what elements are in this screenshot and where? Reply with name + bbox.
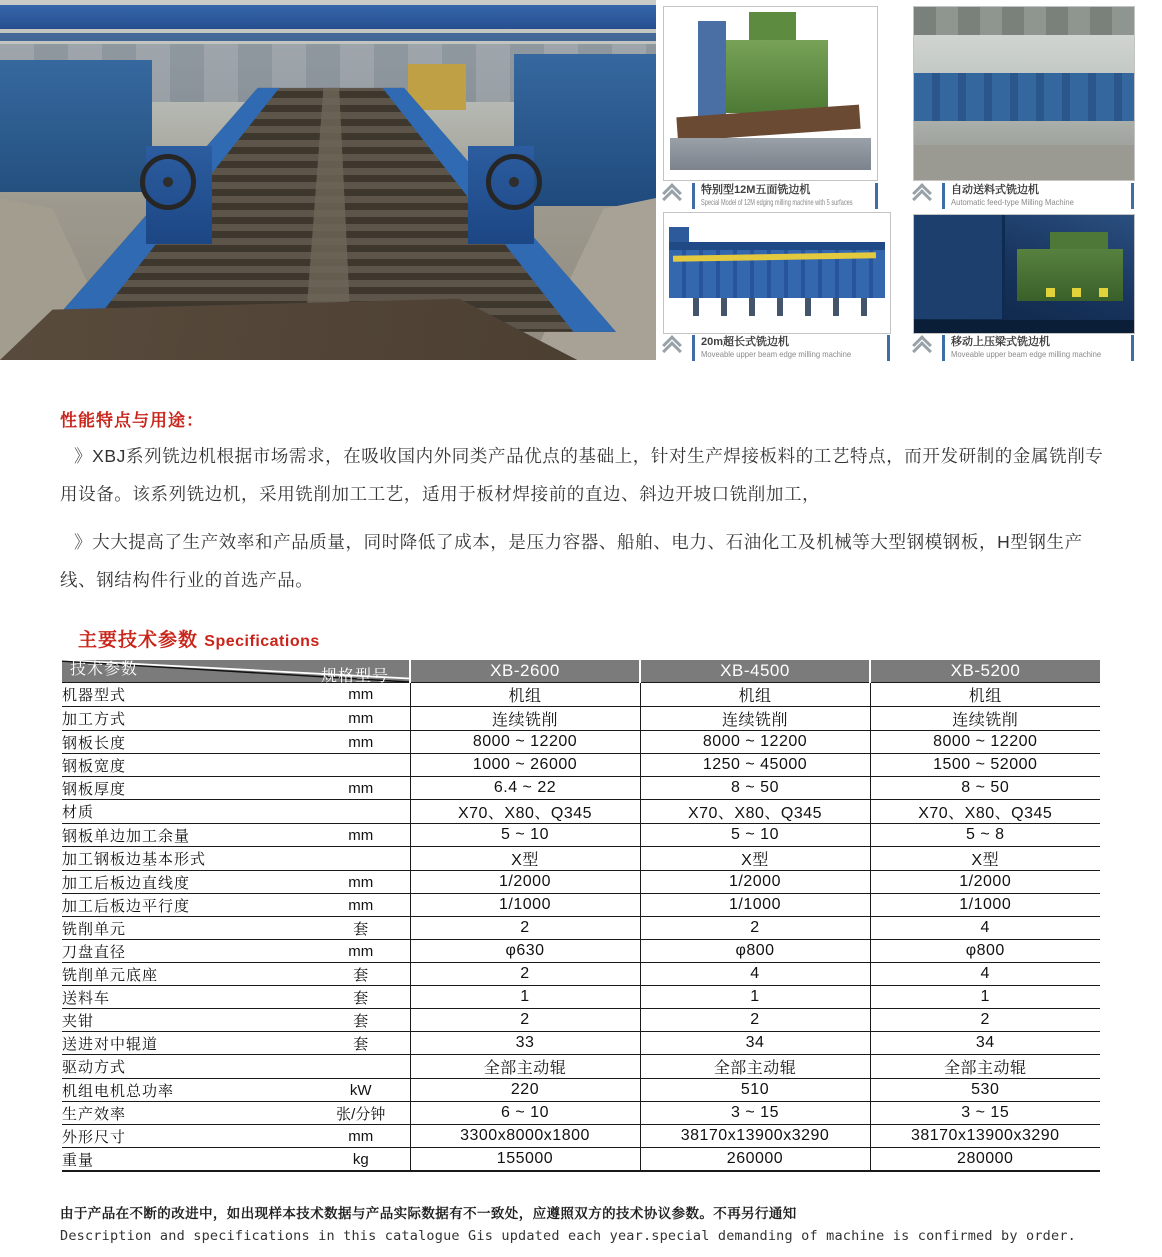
spec-unit [312,800,410,824]
model-column-header: XB-2600 [410,660,640,683]
spec-value: 5 ~ 10 [640,824,870,847]
spec-value: X型 [410,847,640,871]
spec-header-row [62,660,1100,683]
spec-value: 5 ~ 8 [870,824,1100,847]
spec-value: 1000 ~ 26000 [410,754,640,777]
caption-en: Special Model of 12M edging milling machine with 5 surfaces [701,197,853,207]
specs-heading-zh: 主要技术参数 [78,630,199,651]
spec-label: 加工方式 [62,707,312,731]
machine-body-shape [726,40,828,113]
thumb-photo-special-12m [663,6,878,181]
floor-shape [914,320,1134,333]
floor-shape [914,145,1134,180]
spec-value: 1500 ~ 52000 [870,754,1100,777]
spec-label: 铣削单元 [62,917,312,940]
spec-value: 1/1000 [870,894,1100,917]
spec-value: 2 [410,1009,640,1032]
caption-text [945,184,1131,208]
crane-beam-shape [0,5,656,29]
specs-heading [78,625,1102,652]
spec-row [62,1009,1100,1032]
photo-caption [660,333,890,363]
spec-label: 钢板单边加工余量 [62,824,312,847]
spec-value: X70、X80、Q345 [870,800,1100,824]
spec-value: 1 [640,986,870,1009]
model-column-header: XB-5200 [870,660,1100,683]
caption-zh: 20m超长式铣边机 [701,336,790,348]
spec-row [62,986,1100,1009]
content-area [0,406,1162,1244]
spec-value: 3300x8000x1800 [410,1125,640,1148]
spec-unit [312,847,410,871]
spec-value: 38170x13900x3290 [870,1125,1100,1148]
spec-label: 送进对中辊道 [62,1032,312,1055]
spec-value: 6 ~ 10 [410,1102,640,1125]
spec-row [62,1055,1100,1079]
machine-block-shape [0,60,152,192]
caption-accent-bar [1131,335,1134,361]
spec-unit: mm [312,683,410,707]
machine-head-shape [1050,232,1107,251]
spec-unit: 套 [312,963,410,986]
spec-row [62,707,1100,731]
feature-paragraph: 》大大提高了生产效率和产品质量，同时降低了成本，是压力容器、船舶、电力、石油化工及机械等大型钢模钢板，H型钢生产线、钢结构件行业的首选产品。 [60,532,1083,590]
spec-value: 280000 [870,1148,1100,1172]
machine-base-shape [670,138,870,169]
spec-unit: 套 [312,986,410,1009]
spec-row [62,917,1100,940]
spec-value: 8 ~ 50 [640,777,870,800]
photo-caption [910,333,1134,363]
spec-value: 5 ~ 10 [410,824,640,847]
spec-row [62,800,1100,824]
spec-corner-cell [62,660,410,683]
feature-paragraph: 》XBJ系列铣边机根据市场需求，在吸收国内外同类产品优点的基础上，针对生产焊接板料的工艺特点，而开发研制的金属铣削专用设备。该系列铣边机，采用铣削加工工艺，适用于板材焊接前的直边、斜边开坡口铣削加工， [60,446,1104,504]
spec-row [62,683,1100,707]
spec-row [62,777,1100,800]
specs-heading-en: Specifications [204,633,320,650]
spec-unit [312,1055,410,1079]
feature-paragraphs [60,437,1102,599]
spec-label: 生产效率 [62,1102,312,1125]
spec-value: 6.4 ~ 22 [410,777,640,800]
spec-label: 夹钳 [62,1009,312,1032]
caption-en: Automatic feed-type Milling Machine [951,197,1074,207]
double-chevron-icon [910,190,934,202]
spec-value: 155000 [410,1148,640,1172]
spec-label: 钢板厚度 [62,777,312,800]
spec-value: 38170x13900x3290 [640,1125,870,1148]
handwheel-shape [486,154,542,210]
spec-table [62,660,1100,1172]
spec-unit: mm [312,731,410,754]
milling-machine-shape [914,73,1134,121]
spec-value: 8000 ~ 12200 [640,731,870,754]
spec-unit: 套 [312,917,410,940]
spec-unit: kW [312,1079,410,1102]
spec-label: 机器型式 [62,683,312,707]
spec-label: 重量 [62,1148,312,1172]
spec-value: 8000 ~ 12200 [410,731,640,754]
footnote-zh: 由于产品在不断的改进中，如出现样本技术数据与产品实际数据有不一致处，应遵照双方的技术协议参数。不再另行通知 [60,1206,797,1221]
spec-value: X70、X80、Q345 [640,800,870,824]
crane-beam-shape [0,33,656,41]
spec-value: 连续铣削 [640,707,870,731]
features-heading: 性能特点与用途： [60,411,204,430]
spec-value: 2 [640,917,870,940]
spec-value: 4 [640,963,870,986]
spec-row [62,754,1100,777]
spec-value: 2 [870,1009,1100,1032]
spec-unit: mm [312,707,410,731]
spec-value: 34 [870,1032,1100,1055]
spec-value: 2 [640,1009,870,1032]
spec-value: X型 [640,847,870,871]
spec-label: 钢板长度 [62,731,312,754]
spec-unit: mm [312,824,410,847]
caption-zh: 移动上压梁式铣边机 [951,336,1050,348]
double-chevron-icon [660,342,684,354]
spec-value: φ630 [410,940,640,963]
handwheel-shape [140,154,196,210]
caption-accent-bar [875,183,878,209]
spec-label: 加工钢板边基本形式 [62,847,312,871]
spec-row [62,824,1100,847]
spec-unit: mm [312,871,410,894]
spec-label: 铣削单元底座 [62,963,312,986]
spec-unit: 套 [312,1009,410,1032]
photo-caption [660,181,878,211]
caption-accent-bar [887,335,890,361]
spec-value: 260000 [640,1148,870,1172]
spec-unit: mm [312,1125,410,1148]
footnote-en: Description and specifications in this catalogue Gis updated each year.special demanding of machine is confirmed by order. [60,1228,1076,1244]
spec-unit: mm [312,894,410,917]
thumb-photo-moveable-beam [913,214,1135,334]
spec-unit: mm [312,940,410,963]
spec-unit: mm [312,777,410,800]
spec-row [62,847,1100,871]
spec-table-body [62,683,1100,1172]
spec-row [62,1079,1100,1102]
caption-zh: 特别型12M五面铣边机 [701,184,811,196]
machine-head-shape [749,12,796,41]
corner-label-top: 规格型号 [320,668,389,685]
spec-value: 8 ~ 50 [870,777,1100,800]
spec-row [62,894,1100,917]
spec-value: 1250 ~ 45000 [640,754,870,777]
caption-en: Moveable upper beam edge milling machine [951,349,1102,359]
machine-top-rail-shape [669,242,886,250]
spec-value: 机组 [640,683,870,707]
spec-value: 4 [870,917,1100,940]
machine-cabinet-shape [669,227,689,243]
spec-row [62,871,1100,894]
spec-value: 1 [410,986,640,1009]
spec-value: 连续铣削 [870,707,1100,731]
spec-label: 外形尺寸 [62,1125,312,1148]
spec-label: 材质 [62,800,312,824]
spec-value: 1 [870,986,1100,1009]
footnote [60,1202,1102,1244]
caption-text [695,184,875,208]
caption-zh: 自动送料式铣边机 [951,184,1039,196]
spec-value: 1/1000 [640,894,870,917]
spec-label: 机组电机总功率 [62,1079,312,1102]
spec-row [62,1125,1100,1148]
spec-value: 220 [410,1079,640,1102]
photo-collage [0,0,1162,368]
thumb-photo-automatic-feed [913,6,1135,181]
model-column-header: XB-4500 [640,660,870,683]
button-light-shape [1046,288,1055,297]
factory-photo [0,0,656,360]
photo-caption [910,181,1134,211]
button-light-shape [1099,288,1108,297]
caption-text [695,336,887,360]
spec-value: 机组 [410,683,640,707]
spec-unit: kg [312,1148,410,1172]
spec-value: φ800 [640,940,870,963]
caption-accent-bar [1131,183,1134,209]
spec-unit [312,754,410,777]
machine-column-shape [698,21,726,121]
spec-value: 2 [410,963,640,986]
spec-value: 1/2000 [410,871,640,894]
thumb-photo-20m-machine [663,212,891,334]
machine-panel-shape [914,215,1005,319]
spec-value: 510 [640,1079,870,1102]
spec-value: 全部主动辊 [410,1055,640,1079]
spec-unit: 套 [312,1032,410,1055]
double-chevron-icon [910,342,934,354]
spec-value: 1/1000 [410,894,640,917]
spec-unit: 张/分钟 [312,1102,410,1125]
caption-en: Moveable upper beam edge milling machine [701,349,852,359]
spec-value: 33 [410,1032,640,1055]
spec-value: 机组 [870,683,1100,707]
spec-label: 送料车 [62,986,312,1009]
spec-value: 3 ~ 15 [870,1102,1100,1125]
spec-value: 全部主动辊 [870,1055,1100,1079]
spec-row [62,1032,1100,1055]
spec-value: 34 [640,1032,870,1055]
button-light-shape [1072,288,1081,297]
spec-value: 全部主动辊 [640,1055,870,1079]
machine-legs-shape [671,298,883,316]
spec-label: 加工后板边平行度 [62,894,312,917]
spec-row [62,1102,1100,1125]
spec-label: 加工后板边直线度 [62,871,312,894]
spec-value: 4 [870,963,1100,986]
spec-value: φ800 [870,940,1100,963]
roof-shape [914,7,1134,35]
spec-value: X70、X80、Q345 [410,800,640,824]
spec-value: 1/2000 [870,871,1100,894]
spec-label: 钢板宽度 [62,754,312,777]
spec-label: 驱动方式 [62,1055,312,1079]
spec-value: 3 ~ 15 [640,1102,870,1125]
corner-label-bottom: 技术参数 [70,661,139,678]
spec-row [62,1148,1100,1172]
spec-row [62,940,1100,963]
caption-text [945,336,1131,360]
spec-label: 刀盘直径 [62,940,312,963]
double-chevron-icon [660,190,684,202]
spec-value: 1/2000 [640,871,870,894]
spec-value: 连续铣削 [410,707,640,731]
spec-value: X型 [870,847,1100,871]
spec-row [62,963,1100,986]
spec-value: 530 [870,1079,1100,1102]
spec-value: 2 [410,917,640,940]
spec-row [62,731,1100,754]
spec-value: 8000 ~ 12200 [870,731,1100,754]
